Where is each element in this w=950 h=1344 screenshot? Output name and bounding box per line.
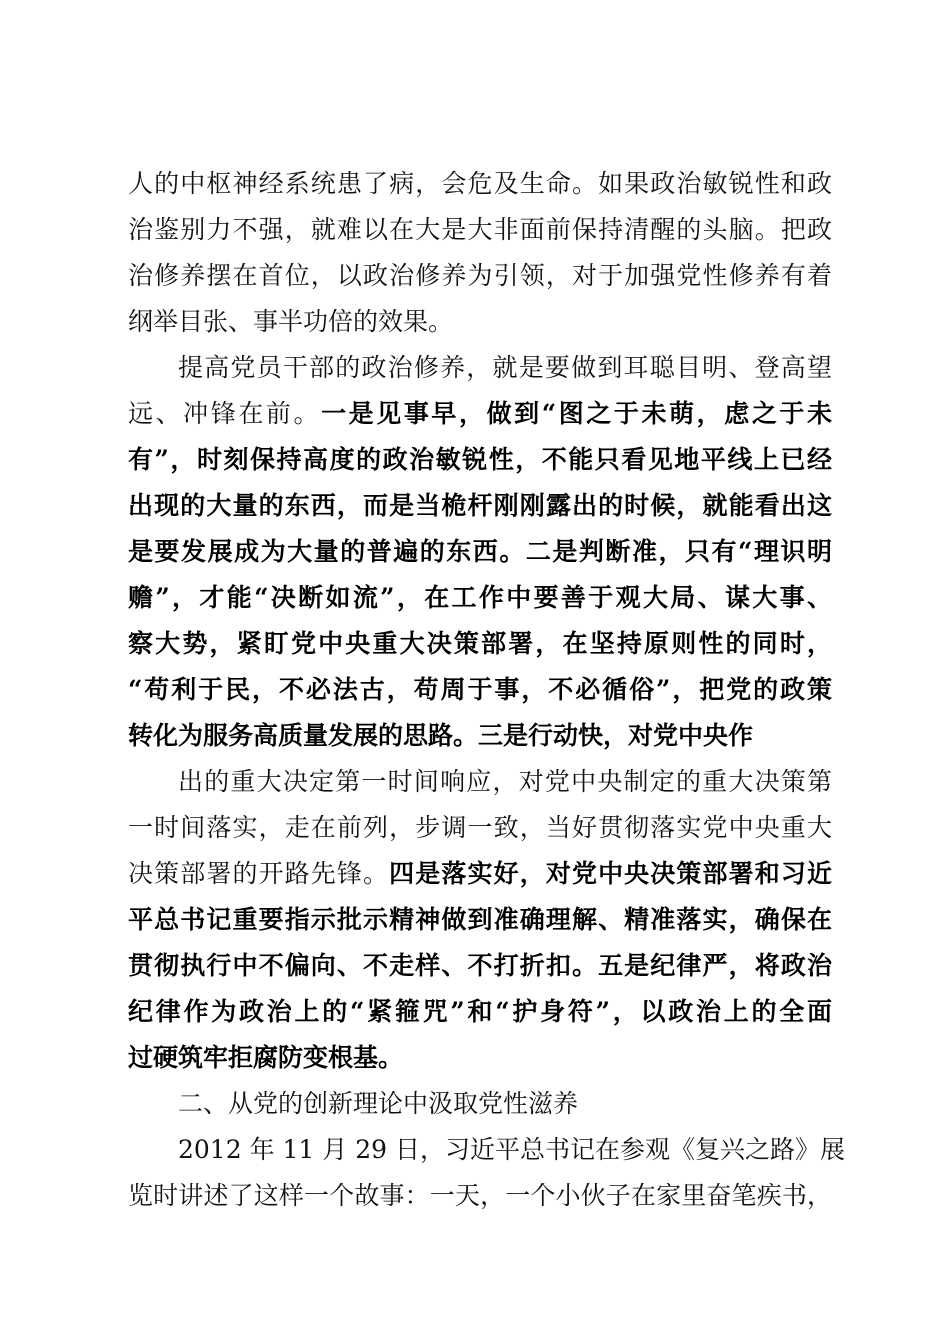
- paragraph-line: [128, 854, 832, 894]
- text-run: 纲举目张、事半功倍的效果。: [128, 307, 454, 336]
- bold-text-run: 转化为服务高质量发展的思路。三是行动快，对党中央作: [128, 721, 754, 750]
- text-run: 提高党员干部的政治修养，就是要做到耳聪目明、登高望: [178, 353, 832, 382]
- paragraph-line: [128, 1176, 832, 1216]
- text-run: 一时间落实，走在前列，步调一致，当好贯彻落实党中央重大: [128, 813, 832, 842]
- bold-text-run: 四是落实好，对党中央决策部署和习近: [389, 859, 832, 888]
- text-run: 治鉴别力不强，就难以在大是大非面前保持清醒的头脑。把政: [128, 215, 832, 244]
- paragraph-line: [128, 210, 832, 250]
- text-run: 出的重大决定第一时间响应，对党中央制定的重大决策第: [178, 767, 832, 796]
- paragraph-line: [178, 348, 832, 388]
- paragraph-line: [128, 946, 832, 986]
- paragraph-line: [128, 486, 832, 526]
- bold-text-run: 平总书记重要指示批示精神做到准确理解、精准落实，确保在: [128, 905, 832, 934]
- paragraph-line: [128, 440, 832, 480]
- paragraph-line: [128, 624, 832, 664]
- paragraph-line: [178, 762, 832, 802]
- bold-text-run: 赡”，才能“决断如流”，在工作中要善于观大局、谋大事、: [128, 583, 832, 612]
- paragraph-line: [128, 164, 832, 204]
- paragraph-line: [128, 808, 832, 848]
- paragraph-line: [128, 670, 832, 710]
- paragraph-line: [128, 1038, 832, 1078]
- text-run: 览时讲述了这样一个故事：一天，一个小伙子在家里奋笔疾书，: [128, 1181, 832, 1210]
- text-run: 2012 年 11 月 29 日，习近平总书记在参观《复兴之路》展: [178, 1135, 845, 1164]
- section-heading: [178, 1084, 832, 1124]
- bold-text-run: 出现的大量的东西，而是当桅杆刚刚露出的时候，就能看出这: [128, 491, 832, 520]
- bold-text-run: 一是见事早，做到“图之于未萌，虑之于未: [321, 399, 832, 428]
- bold-text-run: 是要发展成为大量的普遍的东西。二是判断准，只有“理识明: [128, 537, 832, 566]
- heading-text: 二、从党的创新理论中汲取党性滋养: [178, 1089, 579, 1118]
- paragraph-line: [178, 1130, 845, 1170]
- bold-text-run: 有”，时刻保持高度的政治敏锐性，不能只看见地平线上已经: [128, 445, 832, 474]
- paragraph-line: [128, 578, 832, 618]
- paragraph-line: [128, 302, 832, 342]
- paragraph-line: [128, 900, 832, 940]
- bold-text-run: “苟利于民，不必法古，苟周于事，不必循俗”，把党的政策: [128, 675, 832, 704]
- paragraph-line: [128, 716, 832, 756]
- bold-text-run: 纪律作为政治上的“紧箍咒”和“护身符”，以政治上的全面: [128, 997, 832, 1026]
- paragraph-line: [128, 256, 832, 296]
- paragraph-line: [128, 394, 832, 434]
- text-run: 治修养摆在首位，以政治修养为引领，对于加强党性修养有着: [128, 261, 832, 290]
- bold-text-run: 过硬筑牢拒腐防变根基。: [128, 1043, 404, 1072]
- text-run: 人的中枢神经系统患了病，会危及生命。如果政治敏锐性和政: [128, 169, 832, 198]
- paragraph-line: [128, 992, 832, 1032]
- paragraph-line: [128, 532, 832, 572]
- bold-text-run: 贯彻执行中不偏向、不走样、不打折扣。五是纪律严，将政治: [128, 951, 832, 980]
- bold-text-run: 察大势，紧盯党中央重大决策部署，在坚持原则性的同时，: [128, 629, 832, 658]
- text-run: 远、冲锋在前。: [128, 399, 322, 428]
- text-run: 决策部署的开路先锋。: [128, 859, 390, 888]
